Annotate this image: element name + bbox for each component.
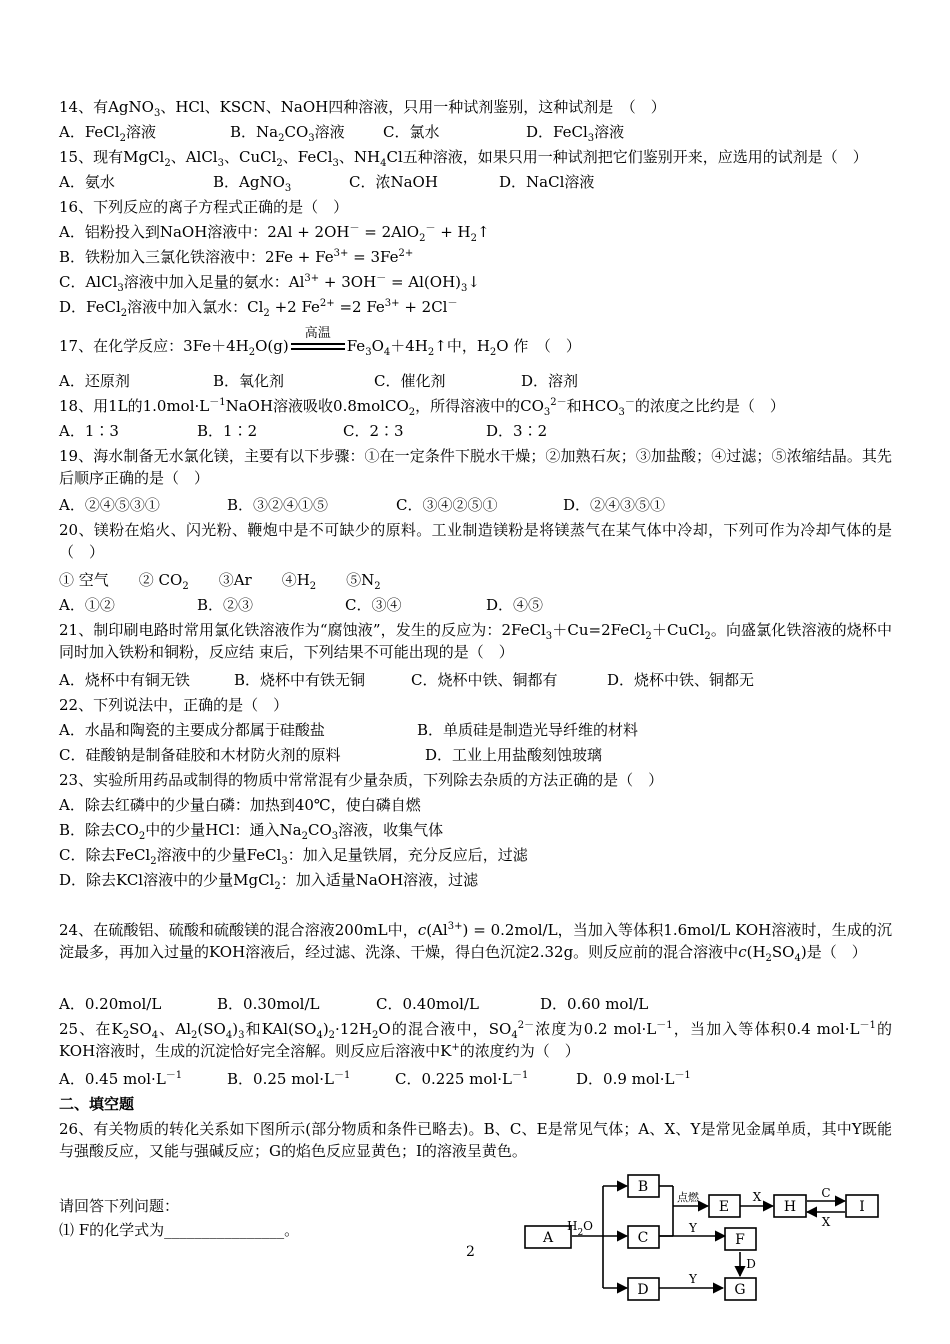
q14-option-d: D．FeCl$_3$溶液 [526, 123, 625, 144]
label-ignite: 点燃 [677, 1191, 699, 1204]
q21-option-a: A．烧杯中有铜无铁 [59, 671, 190, 689]
q20-choices: ① 空气 ② $CO_2$ ③Ar $④H_2$ $⑤N_2$ [59, 571, 381, 592]
q20-option-a: A．①② [59, 596, 115, 614]
q17-option-d: D．溶剂 [521, 372, 579, 390]
q18-option-b: B．1∶2 [197, 422, 258, 440]
question-20-options [59, 594, 543, 616]
q20-option-b: B．②③ [197, 596, 254, 614]
q16-option-a: A．铝粉投入到NaOH溶液中：$2Al + 2OH^- = 2AlO_2^- + H_2↑$ [59, 223, 490, 244]
q20-option-d: D．④⑤ [486, 596, 544, 614]
q25-option-a: A．0.45 $mol\cdot L^{-1}$ [59, 1070, 183, 1088]
q19-option-d: D．②④③⑤① [563, 496, 666, 514]
question-18-options [59, 420, 547, 442]
question-14-options [59, 121, 624, 143]
q17-option-a: A．还原剂 [59, 372, 130, 390]
q20-option-c: C．③④ [345, 596, 402, 614]
question-14-stem: 14、有AgNO$_3$、HCl、KSCN、NaOH四种溶液，只用一种试剂鉴别，这种试剂是 （ ） [59, 98, 666, 119]
q22-option-a: A．水晶和陶瓷的主要成分都属于硅酸盐 [59, 721, 325, 739]
question-22-stem: 22、下列说法中，正确的是（ ） [59, 696, 289, 714]
page-number: 2 [466, 1244, 475, 1260]
q21-option-c: C．烧杯中铁、铜都有 [411, 671, 558, 689]
node-f: F [735, 1232, 745, 1248]
label-x-ih: X [821, 1215, 831, 1229]
question-20-stem: 20、镁粉在焰火、闪光粉、鞭炮中是不可缺少的原料。工业制造镁粉是将镁蒸气在某气体中冷却，下列可作为冷却气体的是（ ） [59, 521, 892, 561]
question-22-options-ab [59, 719, 638, 741]
q17-option-b: B．氧化剂 [213, 372, 285, 390]
question-21-options [59, 669, 754, 691]
question-22-options-cd [59, 744, 602, 766]
question-17-options [59, 370, 578, 392]
q24-option-d: D．0.60 mol/L [540, 995, 649, 1013]
question-19-stem: 19、海水制备无水氯化镁，主要有以下步骤：①在一定条件下脱水干燥；②加熟石灰；③加盐酸；④过滤；⑤浓缩结晶。其先后顺序正确的是（ ） [59, 447, 892, 487]
question-21-stem: 21、制印刷电路时常用氯化铁溶液作为“腐蚀液”，发生的反应为：2FeCl$_3$＋Cu=2FeCl$_2$＋CuCl$_2$。向盛氯化铁溶液的烧杯中同时加入铁粉和铜粉，反应结 束后，下列结果不可能出现的是（ ） [59, 621, 892, 661]
q22-option-b: B．单质硅是制造光导纤维的材料 [417, 721, 639, 739]
label-c-hi: C [821, 1186, 831, 1200]
question-19-options [59, 494, 665, 516]
node-b: B [637, 1179, 649, 1195]
question-24-options [59, 993, 648, 1015]
q23-option-d: D．除去KCl溶液中的少量MgCl$_2$：加入适量NaOH溶液，过滤 [59, 871, 479, 892]
q23-option-b: B．除去$CO_2$中的少量HCl：通入$Na_2CO_3$溶液，收集气体 [59, 821, 444, 842]
question-15-options [59, 171, 594, 193]
node-a: A [542, 1230, 554, 1246]
q15-option-a: A．氨水 [59, 173, 115, 191]
q15-option-b: B．AgNO$_3$ [213, 173, 292, 194]
q22-option-d: D．工业上用盐酸刻蚀玻璃 [425, 746, 603, 764]
q22-option-c: C．硅酸钠是制备硅胶和木材防火剂的原料 [59, 746, 341, 764]
node-c: C [637, 1230, 649, 1246]
q26-prompt: 请回答下列问题： [59, 1197, 180, 1215]
q25-option-c: C．0.225 $mol\cdot L^{-1}$ [395, 1070, 529, 1088]
q18-option-d: D．3∶2 [486, 422, 548, 440]
reaction-condition: 高温 [304, 326, 331, 341]
node-i: I [859, 1199, 865, 1215]
question-26-stem: 26、有关物质的转化关系如下图所示(部分物质和条件已略去)。B、C、E是常见气体；A、X、Y是常见金属单质，其中Y既能与强酸反应，又能与强碱反应；G的焰色反应显黄色；I的溶液呈黄色。 [59, 1120, 892, 1160]
q14-option-a: A．FeCl$_2$溶液 [59, 123, 156, 144]
q16-option-c: C．AlCl$_3$溶液中加入足量的氨水：$Al^{3+} + 3OH^-$ = $Al(OH)_3↓$ [59, 273, 480, 294]
q24-option-b: B．0.30mol/L [217, 995, 320, 1013]
label-d-fg: D [746, 1257, 756, 1271]
label-water: $H_2O$ [566, 1219, 594, 1238]
conversion-diagram [520, 1170, 885, 1305]
q15-option-c: C．浓NaOH [349, 173, 438, 191]
question-17-stem [59, 326, 581, 358]
reaction-condition-arrow [289, 326, 347, 357]
q14-option-b: B．$Na_2CO_3$溶液 [230, 123, 345, 144]
q21-option-b: B．烧杯中有铁无铜 [234, 671, 366, 689]
q18-option-c: C．2∶3 [343, 422, 404, 440]
node-g: G [734, 1282, 746, 1298]
question-16-stem: 16、下列反应的离子方程式正确的是（ ） [59, 198, 349, 216]
q25-option-b: B．0.25 $mol\cdot L^{-1}$ [227, 1070, 351, 1088]
q23-option-c: C．除去FeCl$_2$溶液中的少量FeCl$_3$：加入足量铁屑，充分反应后，过滤 [59, 846, 528, 867]
question-25-options [59, 1068, 691, 1090]
q23-option-a: A．除去红磷中的少量白磷：加热到40℃，使白磷自燃 [59, 796, 421, 814]
q16-option-d: D．FeCl$_2$溶液中加入氯水：$Cl_2 +2$ $Fe^{2+} =2$ $Fe^{3+} + 2Cl^-$ [59, 298, 458, 319]
question-24-stem: 24、在硫酸铝、硫酸和硫酸镁的混合溶液200mL中，$c(Al^{3+}) = 0.2mol/L$，当加入等体积1.6mol/L KOH溶液时，生成的沉淀最多，再加入过量的KOH溶液后，经过滤、洗涤、干燥，得白色沉淀2.32g。则反应前的混合溶液中$c(H_2SO_4)$是（ ） [59, 921, 892, 964]
q18-option-a: A．1∶3 [59, 422, 119, 440]
q15-option-d: D．NaCl溶液 [499, 173, 595, 191]
label-x-eh: X [752, 1190, 762, 1204]
node-d: D [637, 1282, 649, 1298]
q19-option-b: B．③②④①⑤ [227, 496, 329, 514]
q19-option-a: A．②④⑤③① [59, 496, 160, 514]
q16-option-b: B．铁粉加入三氯化铁溶液中：$2Fe + Fe^{3+} = 3Fe^{2+}$ [59, 248, 414, 266]
q25-option-d: D．0.9 $mol\cdot L^{-1}$ [576, 1070, 691, 1088]
label-y-cf: Y [689, 1221, 697, 1235]
node-e: E [718, 1199, 730, 1215]
q24-option-a: A．0.20mol/L [59, 995, 162, 1013]
node-h: H [783, 1199, 797, 1215]
label-y-dg: Y [689, 1272, 697, 1286]
q19-option-c: C．③④②⑤① [396, 496, 498, 514]
q17-stem-post: $Fe_3O_4+4H_2↑$中，$H_2O$ 作 （ ） [346, 337, 581, 358]
question-15-stem: 15、现有MgCl$_2$、AlCl$_3$、CuCl$_2$、FeCl$_3$、$NH_4Cl$五种溶液，如果只用一种试剂把它们鉴别开来，应选用的试剂是（ ） [59, 148, 868, 169]
q14-option-c: C．氯水 [383, 123, 440, 141]
q24-option-c: C．0.40mol/L [376, 995, 479, 1013]
question-25-stem: 25、在$K_2SO_4$、$Al_2(SO_4)_3$和$KAl(SO_4)_2\cdot 12H_2O$的混合液中，$SO_4^{2-}$浓度为0.2 $mol\cdot L^{-1}$，当加入等体积0.4 $mol\cdot L^{-1}$的KOH溶液时，生成的沉淀恰好完全溶解。则反应后溶液中K+的浓度约为（ ） [59, 1020, 892, 1060]
section-heading: 二、填空题 [59, 1095, 135, 1113]
q26-sub-question-1: ⑴ F的化学式为________________。 [59, 1221, 300, 1239]
q21-option-d: D．烧杯中铁、铜都无 [607, 671, 755, 689]
question-23-stem: 23、实验所用药品或制得的物质中常常混有少量杂质，下列除去杂质的方法正确的是（ ） [59, 771, 664, 789]
q17-stem-pre: 17、在化学反应：$3Fe+4H_2O(g)$ [59, 337, 289, 358]
q17-option-c: C．催化剂 [374, 372, 446, 390]
question-18-stem: 18、用1L的$1.0mol\cdot L^{-1}NaOH$溶液吸收0.8molCO$_2$，所得溶液中的$CO_3^{2-}$和$HCO_3^-$的浓度之比约是（ ） [59, 397, 785, 418]
